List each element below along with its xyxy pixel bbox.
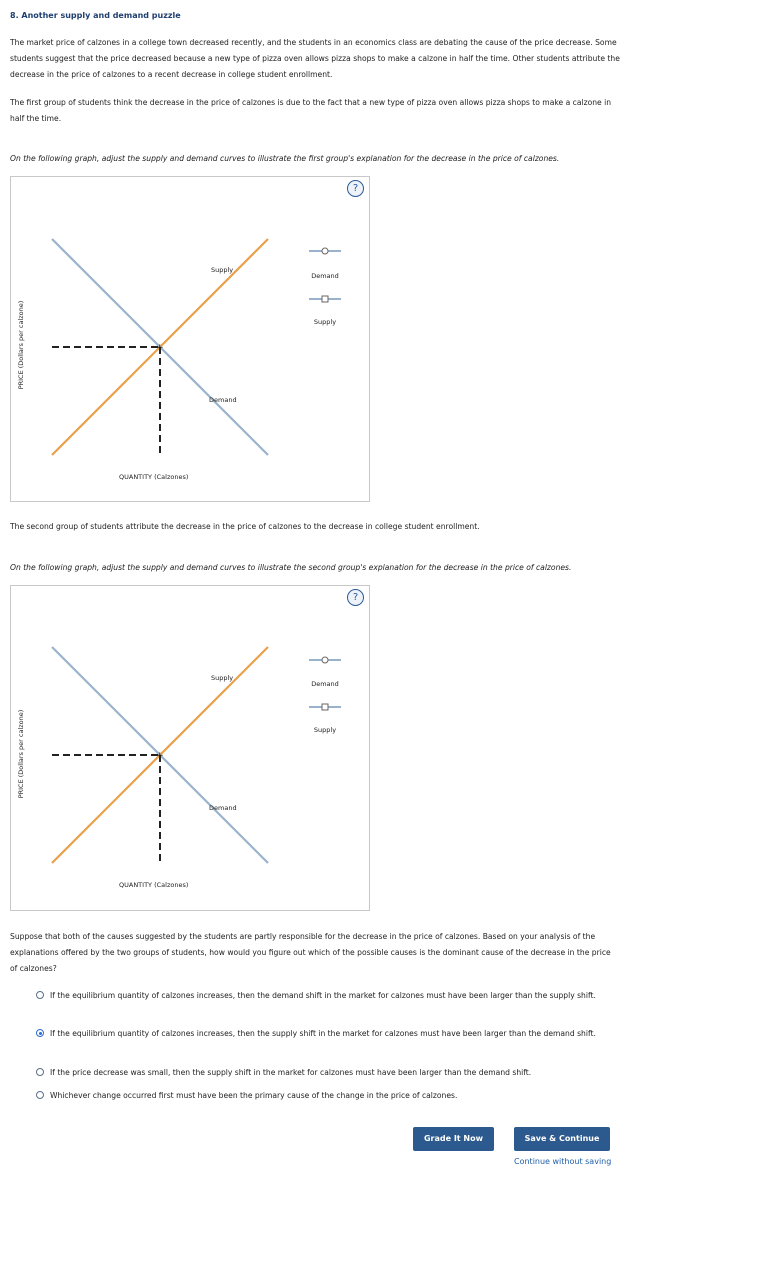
graph2-instruction: On the following graph, adjust the supply and demand curves to illustrate the second group's explanation for the decrease in the price of calzones. xyxy=(10,563,572,572)
legend-demand-circle-icon[interactable] xyxy=(322,657,328,663)
graph2-panel xyxy=(10,585,370,911)
help-icon[interactable]: ? xyxy=(347,180,364,197)
demand-curve-label: Demand xyxy=(209,804,237,812)
graph1-instruction: On the following graph, adjust the supply and demand curves to illustrate the first group's explanation for the decrease in the price of calzones. xyxy=(10,154,560,163)
legend-supply-label: Supply xyxy=(313,318,337,326)
y-axis-label: PRICE (Dollars per calzone) xyxy=(17,300,25,390)
answer-option-4[interactable] xyxy=(36,1088,616,1104)
save-continue-button[interactable]: Save & Continue xyxy=(514,1127,610,1151)
legend-supply-square-icon[interactable] xyxy=(322,296,328,302)
y-axis-label: PRICE (Dollars per calzone) xyxy=(17,709,25,799)
legend-demand-label: Demand xyxy=(311,272,339,280)
final-question: Suppose that both of the causes suggested by the students are partly responsible for the decrease in the price of calzones. Based on your analysis of the explanations offered by the two groups of students, how would you figure out which of the possible causes is the dominant cause of the decrease in the price of calzones? xyxy=(10,932,611,973)
graph1-canvas[interactable] xyxy=(11,177,371,503)
radio-button[interactable] xyxy=(36,1068,44,1076)
legend-demand-circle-icon[interactable] xyxy=(322,248,328,254)
equilibrium-point-icon[interactable]: + xyxy=(156,751,164,761)
question-title: 8. Another supply and demand puzzle xyxy=(10,11,181,20)
legend-supply-square-icon[interactable] xyxy=(322,704,328,710)
radio-button-selected[interactable] xyxy=(36,1029,44,1037)
answer-option-2[interactable] xyxy=(36,1026,616,1042)
continue-without-saving-link[interactable]: Continue without saving xyxy=(514,1157,612,1166)
radio-button[interactable] xyxy=(36,1091,44,1099)
intro-paragraph: The market price of calzones in a college town decreased recently, and the students in an economics class are debating the cause of the price decrease. Some students suggest that the price decreased because a new type of pizza oven allows pizza shops to make a calzone in half the time. Other students attribute the decrease in the price of calzones to a recent decrease in college student enrollment. xyxy=(10,38,620,79)
help-icon[interactable]: ? xyxy=(347,589,364,606)
demand-curve-label: Demand xyxy=(209,396,237,404)
supply-curve-label: Supply xyxy=(211,266,234,274)
x-axis-label: QUANTITY (Calzones) xyxy=(119,473,189,481)
answer-option-text: If the equilibrium quantity of calzones increases, then the demand shift in the market for calzones must have been larger than the supply shift. xyxy=(50,991,596,1000)
answer-option-text: Whichever change occurred first must have been the primary cause of the change in the price of calzones. xyxy=(50,1091,458,1100)
answer-option-1[interactable] xyxy=(36,988,616,1004)
legend-demand-label: Demand xyxy=(311,680,339,688)
group2-paragraph: The second group of students attribute the decrease in the price of calzones to the decrease in college student enrollment. xyxy=(10,522,480,531)
radio-button[interactable] xyxy=(36,991,44,999)
grade-it-now-button[interactable]: Grade It Now xyxy=(413,1127,494,1151)
graph1-panel xyxy=(10,176,370,502)
group1-paragraph: The first group of students think the decrease in the price of calzones is due to the fact that a new type of pizza oven allows pizza shops to make a calzone in half the time. xyxy=(10,98,612,123)
answer-option-text: If the price decrease was small, then the supply shift in the market for calzones must have been larger than the demand shift. xyxy=(50,1068,532,1077)
answer-option-text: If the equilibrium quantity of calzones increases, then the supply shift in the market for calzones must have been larger than the demand shift. xyxy=(50,1029,596,1038)
graph2-canvas[interactable] xyxy=(11,586,371,912)
supply-curve-label: Supply xyxy=(211,674,234,682)
legend-supply-label: Supply xyxy=(313,726,337,734)
answer-option-3[interactable] xyxy=(36,1065,616,1081)
x-axis-label: QUANTITY (Calzones) xyxy=(119,881,189,889)
equilibrium-point-icon[interactable]: + xyxy=(156,343,164,353)
